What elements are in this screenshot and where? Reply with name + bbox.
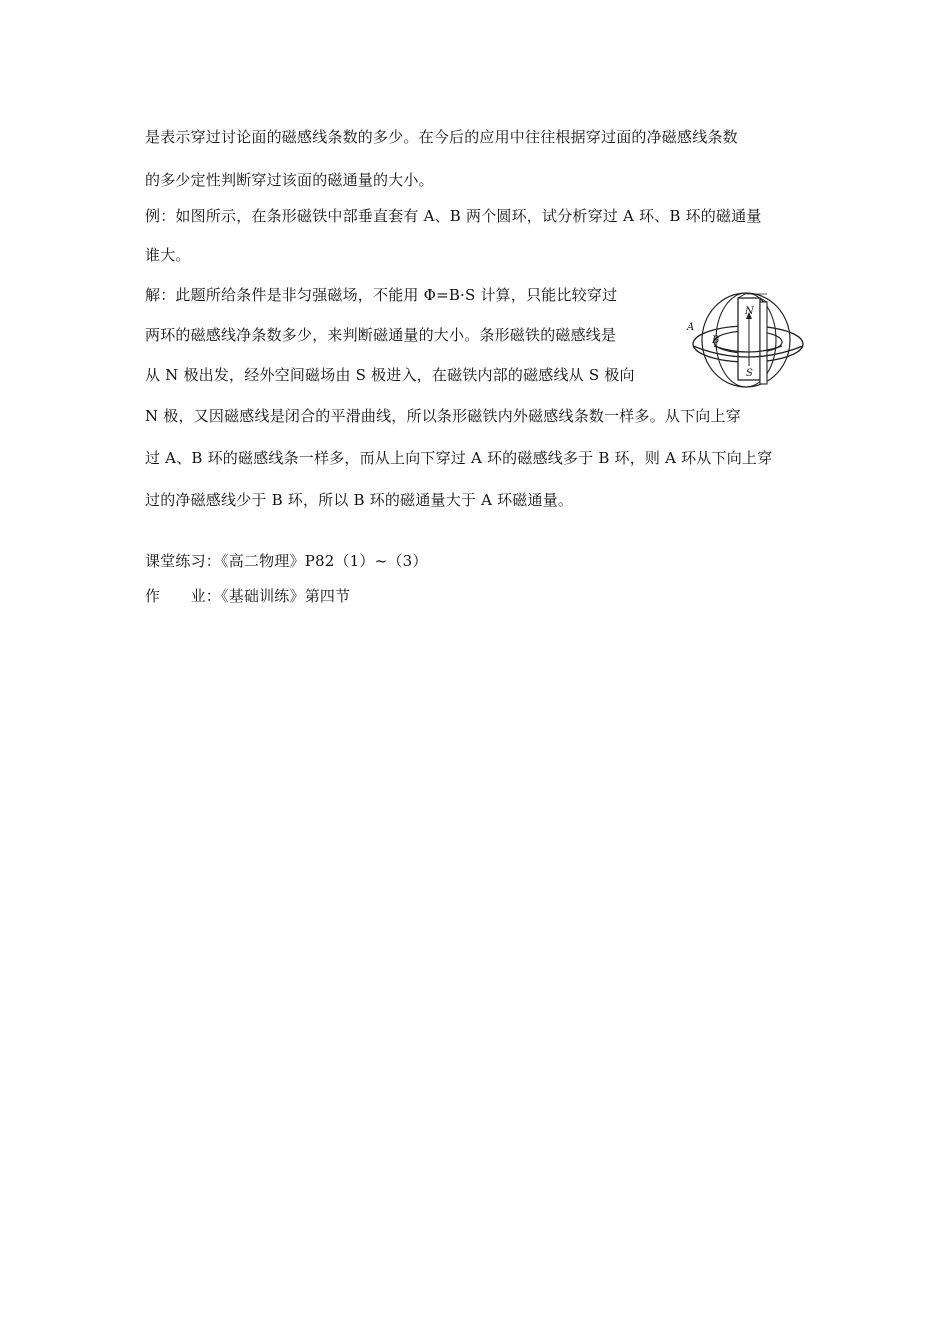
- solution-line-3: 从 N 极出发，经外空间磁场由 S 极进入，在磁铁内部的磁感线从 S 极向: [145, 366, 635, 384]
- magnet-rings-diagram: [684, 290, 812, 392]
- label-s: S: [746, 368, 753, 379]
- homework-line: 作 业：《基础训练》第四节: [145, 587, 351, 605]
- solution-line-5: 过 A、B 环的磁感线条一样多，而从上向下穿过 A 环的磁感线多于 B 环，则 A 环从下向上穿: [145, 449, 773, 467]
- magnet-rings-figure: [684, 290, 812, 392]
- solution-line-4: N 极，又因磁感线是闭合的平滑曲线，所以条形磁铁内外磁感线条数一样多。从下向上穿: [145, 407, 741, 425]
- solution-line-1: 解：此题所给条件是非匀强磁场，不能用 Φ=B·S 计算，只能比较穿过: [145, 286, 618, 304]
- label-b: B: [712, 335, 720, 346]
- solution-line-2: 两环的磁感线净条数多少，来判断磁通量的大小。条形磁铁的磁感线是: [145, 326, 617, 344]
- label-n: N: [745, 306, 754, 317]
- example-line-1: 例：如图所示，在条形磁铁中部垂直套有 A、B 两个圆环，试分析穿过 A 环、B 环的磁通量: [145, 207, 762, 225]
- label-a: A: [687, 322, 695, 333]
- intro-line-1: 是表示穿过讨论面的磁感线条数的多少。在今后的应用中往往根据穿过面的净磁感线条数: [145, 128, 738, 146]
- intro-line-2: 的多少定性判断穿过该面的磁通量的大小。: [145, 171, 434, 189]
- practice-line: 课堂练习：《高二物理》P82（1）~（3）: [145, 552, 428, 570]
- solution-line-6: 过的净磁感线少于 B 环，所以 B 环的磁通量大于 A 环磁通量。: [145, 491, 574, 509]
- example-line-2: 谁大。: [145, 246, 191, 264]
